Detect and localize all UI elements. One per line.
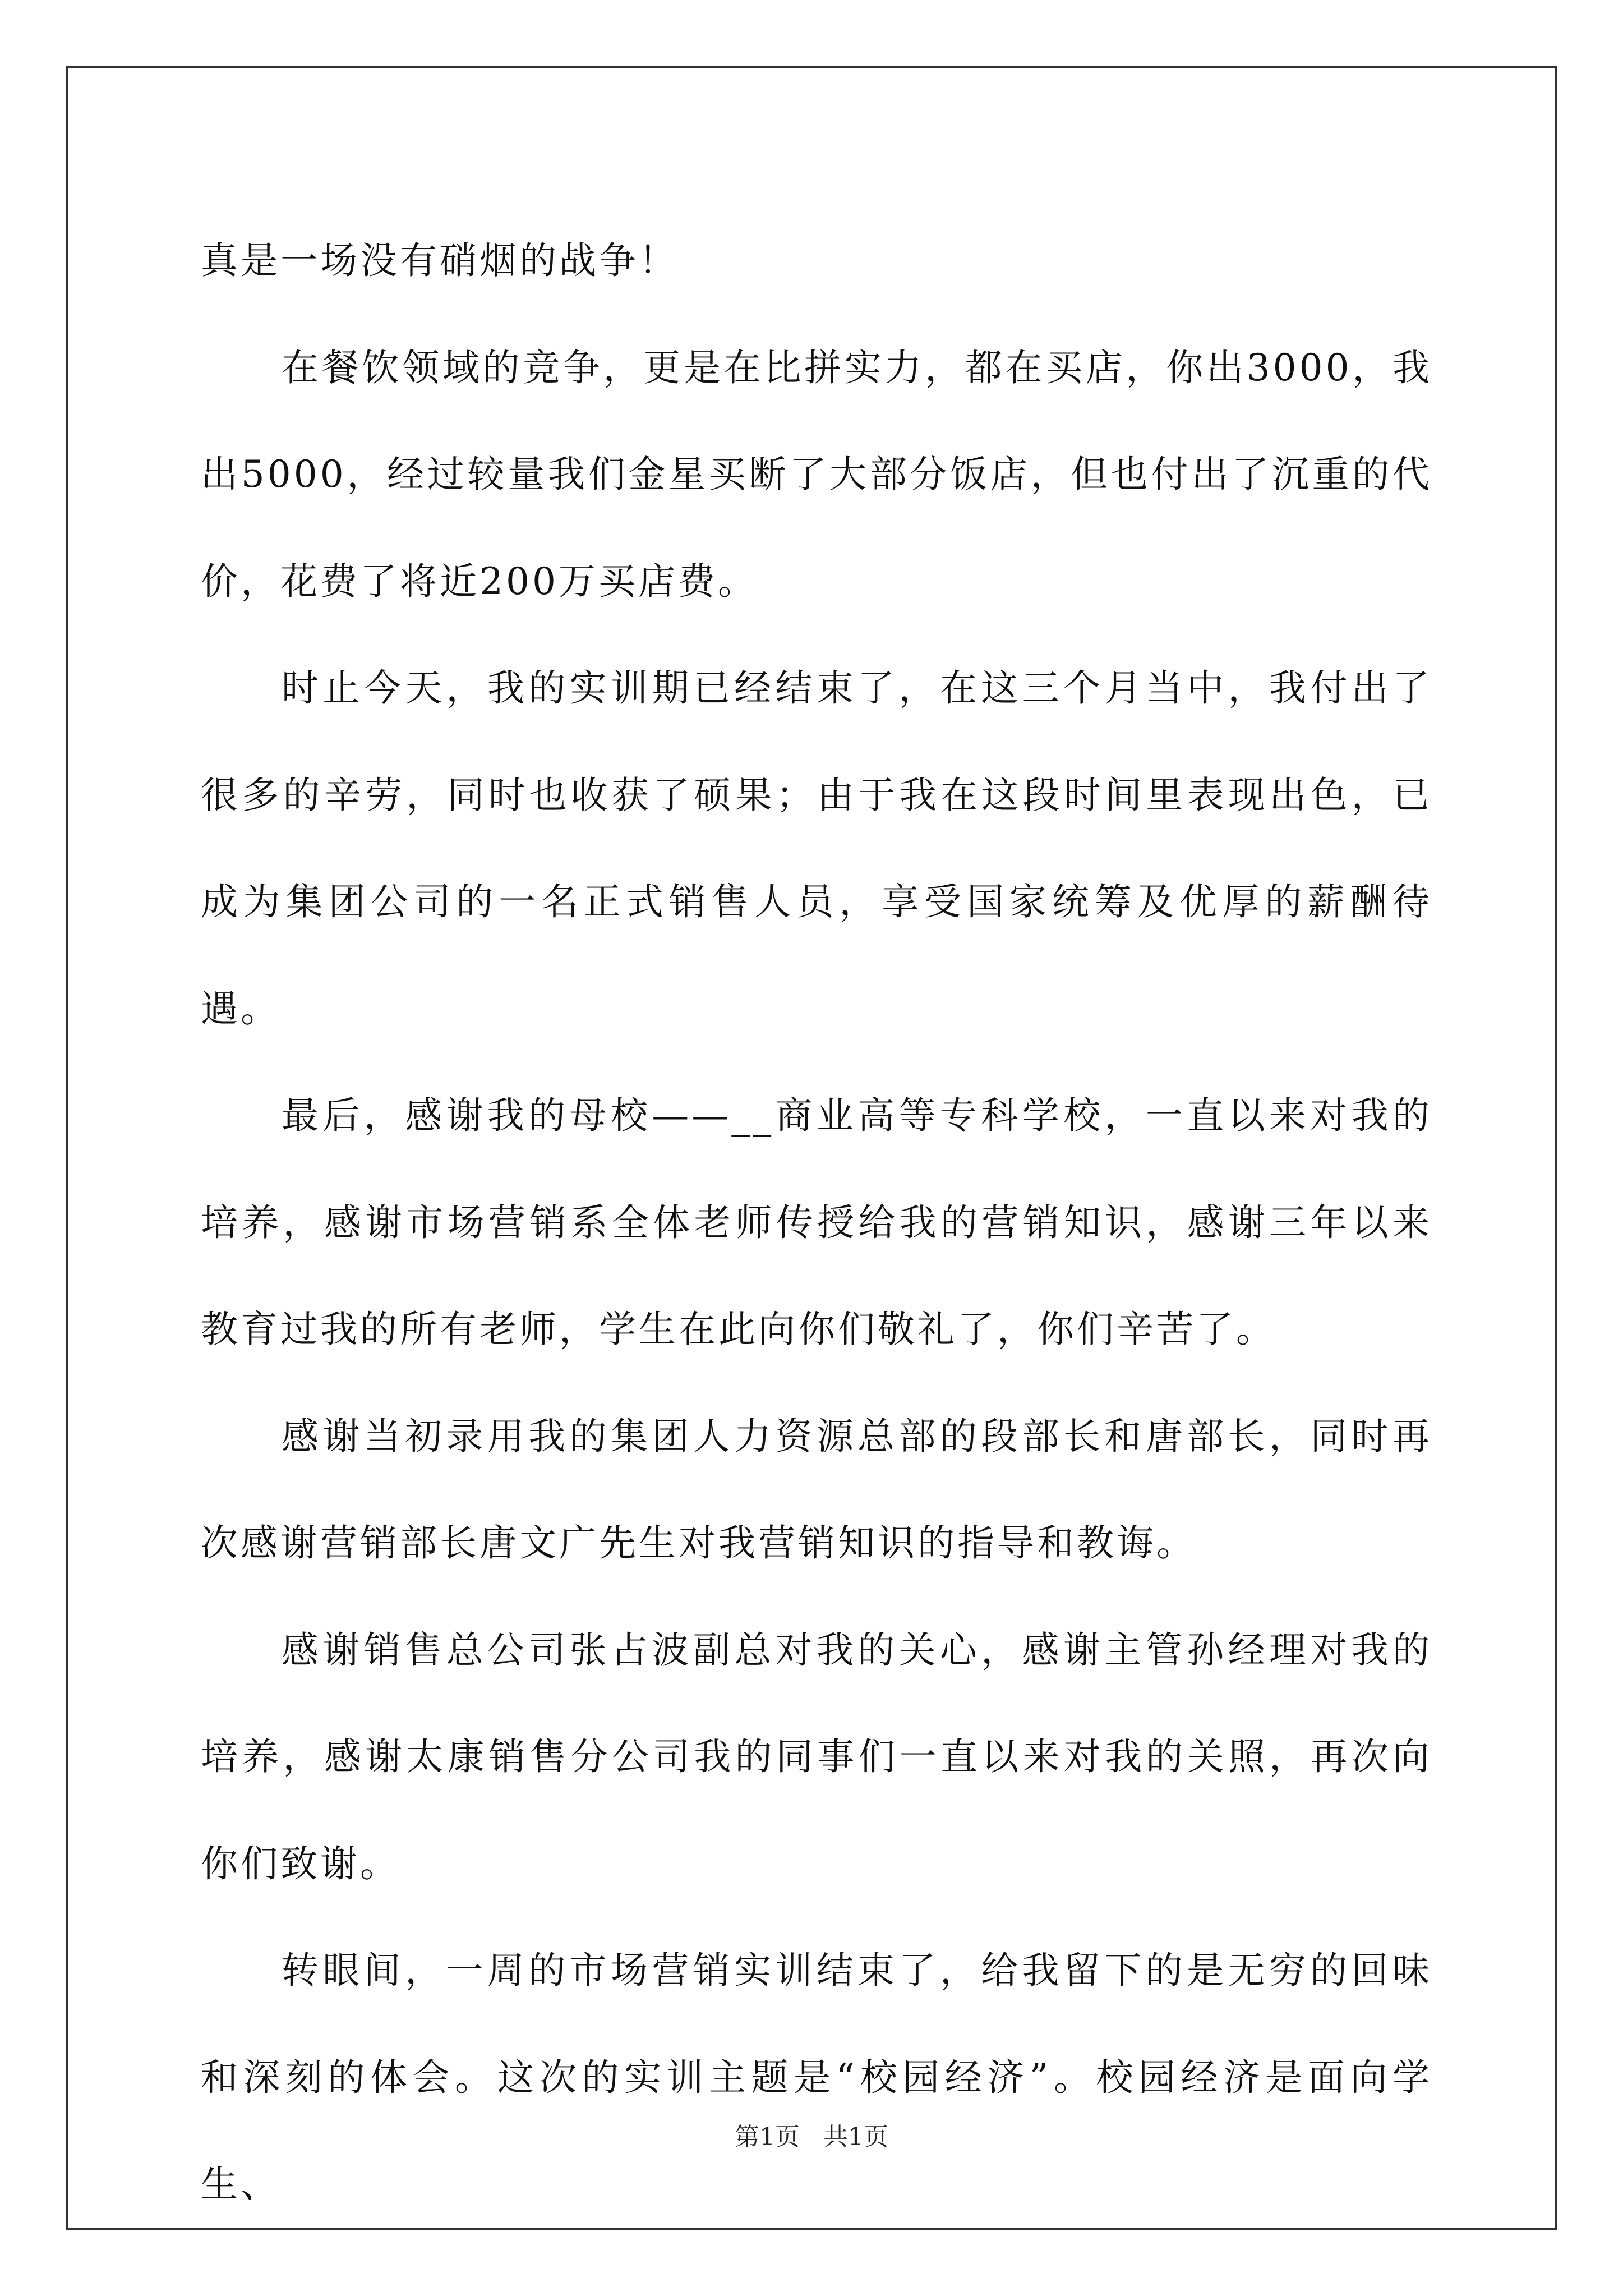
paragraph-7: 转眼间，一周的市场营销实训结束了，给我留下的是无穷的回味和深刻的体会。这次的实训主题是“校园经济”。校园经济是面向学生、 (201, 1949, 1432, 2206)
paragraph-1: 真是一场没有硝烟的战争！ (201, 239, 679, 282)
paragraph-5: 感谢当初录用我的集团人力资源总部的段部长和唐部长，同时再次感谢营销部长唐文广先生对我营销知识的指导和教诲。 (201, 1414, 1432, 1565)
paragraph-3: 时止今天，我的实训期已经结束了，在这三个月当中，我付出了很多的辛劳，同时也收获了硕果；由于我在这段时间里表现出色，已成为集团公司的一名正式销售人员，享受国家统筹及优厚的薪酬待遇。 (201, 666, 1432, 1030)
paragraph-2: 在餐饮领域的竞争，更是在比拼实力，都在买店，你出3000，我出5000，经过较量我们金星买断了大部分饭店，但也付出了沉重的代价，花费了将近200万买店费。 (201, 346, 1432, 603)
page-number-footer: 第1页 共1页 (735, 2123, 888, 2151)
document-body (201, 208, 1432, 2238)
paragraph-6: 感谢销售总公司张占波副总对我的关心，感谢主管孙经理对我的培养，感谢太康销售分公司我的同事们一直以来对我的关照，再次向你们致谢。 (201, 1628, 1432, 1885)
paragraph-4: 最后，感谢我的母校——__商业高等专科学校，一直以来对我的培养，感谢市场营销系全体老师传授给我的营销知识，感谢三年以来教育过我的所有老师，学生在此向你们敬礼了，你们辛苦了。 (201, 1094, 1432, 1351)
